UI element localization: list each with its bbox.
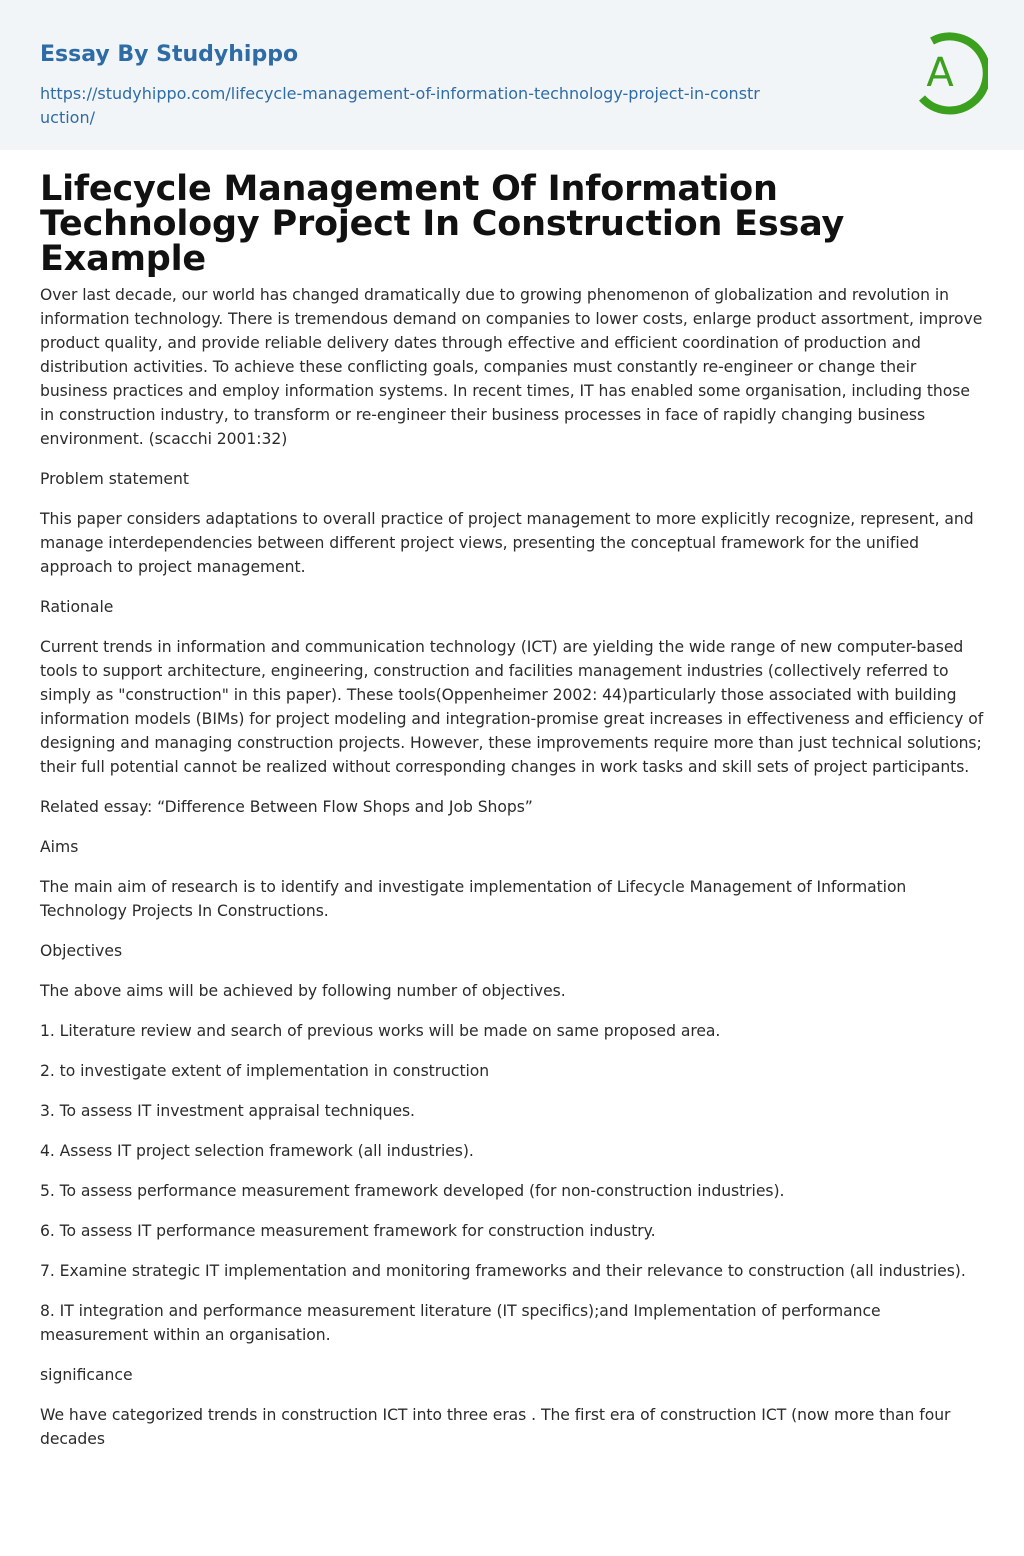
site-brand[interactable]: Essay By Studyhippo [40, 42, 299, 67]
paragraph: Current trends in information and communication technology (ICT) are yielding the wide range of new computer-based tools to support architecture, engineering, construction and facilities management industries (collectively referred to simply as "construction" in this paper). These tools(Oppenheimer 2002: 44)particularly those associated with building information models (BIMs) for project modeling and integration-promise great increases in effectiveness and efficiency of designing and managing construction projects. However, these improvements require more than just technical solutions; their full potential cannot be realized without corresponding changes in work tasks and skill sets of project participants. [40, 638, 984, 776]
section-heading: Aims [40, 838, 79, 856]
section-heading: significance [40, 1366, 133, 1384]
paragraph: Related essay: “Difference Between Flow Shops and Job Shops” [40, 798, 533, 816]
paragraph: 4. Assess IT project selection framework (all industries). [40, 1142, 474, 1160]
logo-letter: A [926, 50, 954, 96]
paragraph: 8. IT integration and performance measurement literature (IT specifics);and Implementation of performance measurement within an organisation. [40, 1302, 881, 1344]
paragraph: 5. To assess performance measurement framework developed (for non-construction industries). [40, 1182, 785, 1200]
paragraph: 1. Literature review and search of previous works will be made on same proposed area. [40, 1022, 721, 1040]
paragraph: The main aim of research is to identify and investigate implementation of Lifecycle Management of Information Technology Projects In Constructions. [40, 878, 907, 920]
article [0, 169, 1024, 1451]
paragraph: 3. To assess IT investment appraisal techniques. [40, 1102, 415, 1120]
page-url-link[interactable]: https://studyhippo.com/lifecycle-management-of-information-technology-project-in-construction/ [40, 84, 760, 127]
section-heading: Objectives [40, 942, 123, 960]
paragraph: 2. to investigate extent of implementation in construction [40, 1062, 490, 1080]
article-title: Lifecycle Management Of Information Technology Project In Construction Essay Example [40, 169, 845, 279]
article-body [40, 283, 984, 1451]
paragraph: Over last decade, our world has changed dramatically due to growing phenomenon of globalization and revolution in information technology. There is tremendous demand on companies to lower costs, enlarge product assortment, improve product quality, and provide reliable delivery dates through effective and efficient coordination of production and distribution activities. To achieve these conflicting goals, companies must constantly re-engineer or change their business practices and employ information systems. In recent times, IT has enabled some organisation, including those in construction industry, to transform or re-engineer their business processes in face of rapidly changing business environment. (scacchi 2001:32) [40, 286, 983, 448]
studyhippo-logo-icon[interactable] [910, 28, 988, 116]
paragraph: 7. Examine strategic IT implementation and monitoring frameworks and their relevance to construction (all industries). [40, 1262, 966, 1280]
paragraph: We have categorized trends in construction ICT into three eras . The first era of construction ICT (now more than four decades [40, 1406, 951, 1448]
paragraph: This paper considers adaptations to overall practice of project management to more explicitly recognize, represent, and manage interdependencies between different project views, presenting the conceptual framework for the unified approach to project management. [40, 510, 974, 576]
section-heading: Problem statement [40, 470, 189, 488]
section-heading: Rationale [40, 598, 114, 616]
paragraph: 6. To assess IT performance measurement framework for construction industry. [40, 1222, 656, 1240]
paragraph: The above aims will be achieved by following number of objectives. [40, 982, 566, 1000]
site-header [0, 0, 1024, 150]
